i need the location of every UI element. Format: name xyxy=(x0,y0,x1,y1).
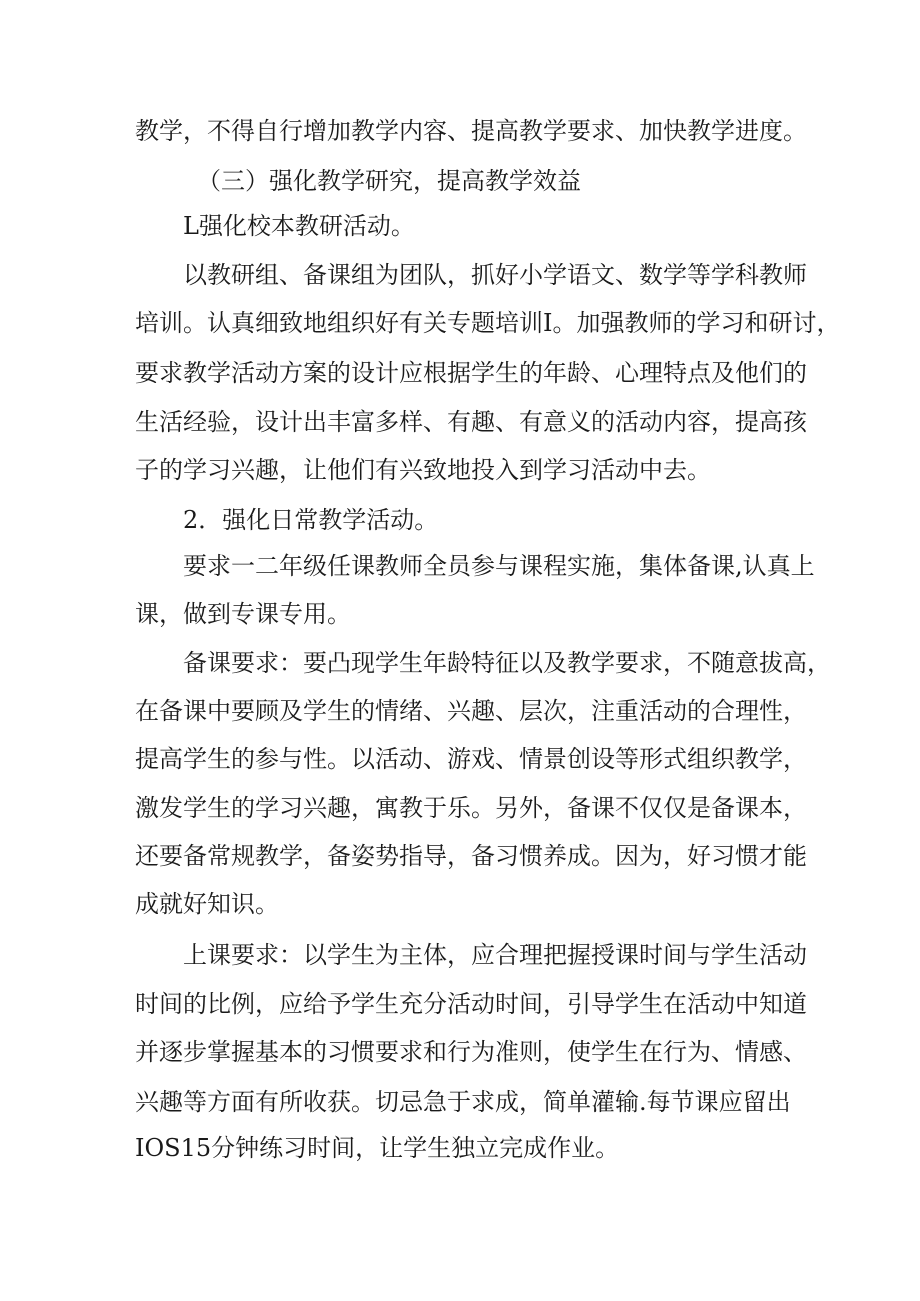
text-line-11: 课，做到专课专用。 xyxy=(135,600,351,628)
text-line-7: 生活经验，设计出丰富多样、有趣、有意义的活动内容，提高孩 xyxy=(135,408,807,436)
text-line-5: 培训。认真细致地组织好有关专题培训I。加强教师的学习和研讨， xyxy=(135,309,841,337)
subsection-heading-2: 2．强化日常教学活动。 xyxy=(183,506,439,534)
text-line-1: 教学，不得自行增加教学内容、提高教学要求、加快教学进度。 xyxy=(135,117,807,145)
text-line-15: 激发学生的学习兴趣，寓教于乐。另外，备课不仅仅是备课本， xyxy=(135,794,807,822)
text-line-16: 还要备常规教学，备姿势指导，备习惯养成。因为，好习惯才能 xyxy=(135,842,807,870)
text-line-6: 要求教学活动方案的设计应根据学生的年龄、心理特点及他们的 xyxy=(135,359,807,387)
text-line-14: 提高学生的参与性。以活动、游戏、情景创设等形式组织教学， xyxy=(135,745,807,773)
section-heading: （三）强化教学研究，提高教学效益 xyxy=(197,167,581,195)
text-line-13: 在备课中要顾及学生的情绪、兴趣、层次，注重活动的合理性， xyxy=(135,697,807,725)
text-line-10: 要求一二年级任课教师全员参与课程实施，集体备课,认真上 xyxy=(183,552,815,580)
text-line-21: 兴趣等方面有所收获。切忌急于求成，简单灌输.每节课应留出 xyxy=(135,1088,791,1116)
text-line-12: 备课要求：要凸现学生年龄特征以及教学要求，不随意拔高， xyxy=(183,649,831,677)
text-line-18: 上课要求：以学生为主体，应合理把握授课时间与学生活动 xyxy=(183,941,807,969)
subsection-heading-1: L强化校本教研活动。 xyxy=(183,212,415,240)
text-line-4: 以教研组、备课组为团队，抓好小学语文、数学等学科教师 xyxy=(183,261,807,289)
text-line-20: 并逐步掌握基本的习惯要求和行为准则，使学生在行为、情感、 xyxy=(135,1038,807,1066)
text-line-8: 子的学习兴趣，让他们有兴致地投入到学习活动中去。 xyxy=(135,456,711,484)
text-line-19: 时间的比例，应给予学生充分活动时间，引导学生在活动中知道 xyxy=(135,990,807,1018)
text-line-22: IOS15分钟练习时间，让学生独立完成作业。 xyxy=(135,1134,620,1162)
text-line-17: 成就好知识。 xyxy=(135,890,279,918)
